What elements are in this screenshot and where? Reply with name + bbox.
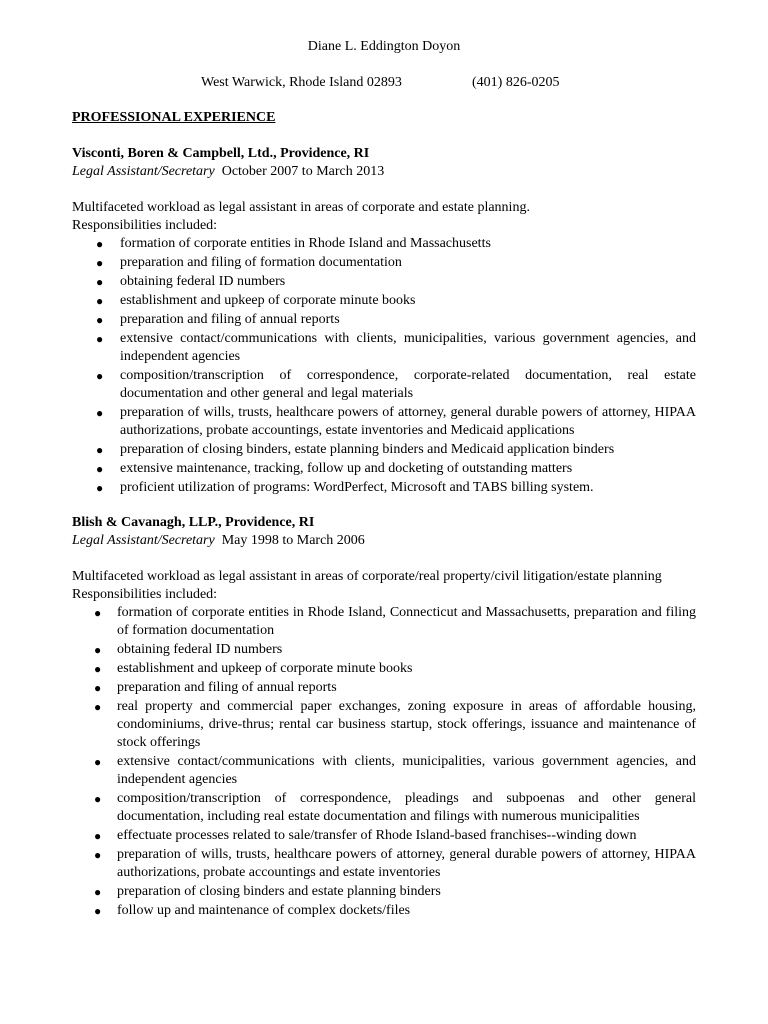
bullet-icon: ● — [94, 606, 102, 620]
duty-text: effectuate processes related to sale/transfer of Rhode Island-based franchises--winding down — [117, 828, 637, 843]
bullet-icon: ● — [96, 237, 104, 251]
bullet-icon: ● — [94, 700, 102, 714]
list-item — [72, 441, 696, 459]
candidate-name: Diane L. Eddington Doyon — [307, 39, 461, 54]
address: West Warwick, Rhode Island 02893 — [201, 75, 402, 90]
bullet-icon: ● — [96, 481, 104, 495]
duty-text: preparation of closing binders and estate planning binders — [117, 884, 441, 899]
bullet-icon: ● — [94, 885, 102, 899]
duty-text: obtaining federal ID numbers — [120, 274, 286, 289]
duty-text: establishment and upkeep of corporate minute books — [120, 293, 416, 308]
bullet-icon: ● — [96, 256, 104, 270]
list-item — [72, 753, 696, 789]
list-item — [72, 827, 696, 845]
job-title: Legal Assistant/Secretary — [72, 533, 215, 548]
duty-text: preparation of wills, trusts, healthcare powers of attorney, general durable powers of attorney, HIPAA authorizations, probate accountings, estate inventories and Medicaid applications — [120, 405, 696, 438]
role-line — [72, 532, 696, 550]
list-item — [72, 367, 696, 403]
list-item — [72, 404, 696, 440]
bullet-icon: ● — [94, 755, 102, 769]
list-item — [72, 902, 696, 920]
bullet-icon: ● — [94, 643, 102, 657]
bullet-icon: ● — [96, 369, 104, 383]
bullet-icon: ● — [96, 275, 104, 289]
bullet-icon: ● — [96, 406, 104, 420]
duty-text: extensive maintenance, tracking, follow up and docketing of outstanding matters — [120, 461, 573, 476]
duty-text: composition/transcription of correspondence, pleadings and subpoenas and other general documentation, including real estate documentation and filings with numerous municipalities — [117, 791, 696, 824]
duty-text: establishment and upkeep of corporate minute books — [117, 661, 413, 676]
duty-text: preparation and filing of formation documentation — [120, 255, 402, 270]
duties-list — [72, 235, 696, 497]
job-summary: Multifaceted workload as legal assistant in areas of corporate and estate planning. — [72, 200, 530, 215]
list-item — [72, 292, 696, 310]
duty-text: proficient utilization of programs: WordPerfect, Microsoft and TABS billing system. — [120, 480, 594, 495]
list-item — [72, 660, 696, 678]
bullet-icon: ● — [96, 332, 104, 346]
bullet-icon: ● — [96, 443, 104, 457]
duty-text: formation of corporate entities in Rhode Island and Massachusetts — [120, 236, 491, 251]
duty-text: extensive contact/communications with clients, municipalities, various government agencies, and independent agencies — [120, 331, 696, 364]
section-heading: PROFESSIONAL EXPERIENCE — [72, 110, 276, 125]
job-dates: October 2007 to March 2013 — [221, 164, 385, 179]
list-item — [72, 460, 696, 478]
job-summary: Multifaceted workload as legal assistant in areas of corporate/real property/civil litigation/estate planning — [72, 569, 662, 584]
bullet-icon: ● — [94, 662, 102, 676]
duties-list — [72, 604, 696, 920]
duty-text: real property and commercial paper exchanges, zoning exposure in areas of affordable housing, condominiums, drive-thrus; rental car business startup, stock offerings, issuance and maintenance of stock offerings — [117, 699, 696, 750]
duty-text: extensive contact/communications with clients, municipalities, various government agencies, and independent agencies — [117, 754, 696, 787]
list-item — [72, 273, 696, 291]
list-item — [72, 479, 696, 497]
bullet-icon: ● — [94, 904, 102, 918]
list-item — [72, 883, 696, 901]
duty-text: preparation of closing binders, estate planning binders and Medicaid application binders — [120, 442, 615, 457]
bullet-icon: ● — [96, 462, 104, 476]
list-item — [72, 698, 696, 752]
duty-text: preparation and filing of annual reports — [117, 680, 337, 695]
list-item — [72, 330, 696, 366]
list-item — [72, 235, 696, 253]
duty-text: preparation of wills, trusts, healthcare powers of attorney, general durable powers of attorney, HIPAA authorizations, probate accountings and estate inventories — [117, 847, 696, 880]
list-item — [72, 311, 696, 329]
bullet-icon: ● — [94, 681, 102, 695]
responsibilities-label: Responsibilities included: — [72, 587, 218, 602]
duty-text: formation of corporate entities in Rhode Island, Connecticut and Massachusetts, preparation and filing of formation documentation — [117, 605, 696, 638]
job-entry — [72, 514, 696, 921]
list-item — [72, 790, 696, 826]
bullet-icon: ● — [94, 792, 102, 806]
employer-name: Blish & Cavanagh, LLP., Providence, RI — [72, 515, 315, 530]
list-item — [72, 604, 696, 640]
bullet-icon: ● — [94, 848, 102, 862]
duty-text: composition/transcription of correspondence, corporate-related documentation, real estate documentation and other general and legal materials — [120, 368, 696, 401]
phone-number: (401) 826-0205 — [472, 75, 560, 90]
job-title: Legal Assistant/Secretary — [72, 164, 215, 179]
bullet-icon: ● — [96, 294, 104, 308]
job-entry — [72, 145, 696, 498]
role-line — [72, 163, 696, 181]
bullet-icon: ● — [96, 313, 104, 327]
bullet-icon: ● — [94, 829, 102, 843]
list-item — [72, 254, 696, 272]
list-item — [72, 641, 696, 659]
job-dates: May 1998 to March 2006 — [221, 533, 365, 548]
duty-text: follow up and maintenance of complex dockets/files — [117, 903, 411, 918]
list-item — [72, 679, 696, 697]
employer-name: Visconti, Boren & Campbell, Ltd., Providence, RI — [72, 146, 370, 161]
duty-text: preparation and filing of annual reports — [120, 312, 340, 327]
list-item — [72, 846, 696, 882]
responsibilities-label: Responsibilities included: — [72, 218, 218, 233]
duty-text: obtaining federal ID numbers — [117, 642, 283, 657]
